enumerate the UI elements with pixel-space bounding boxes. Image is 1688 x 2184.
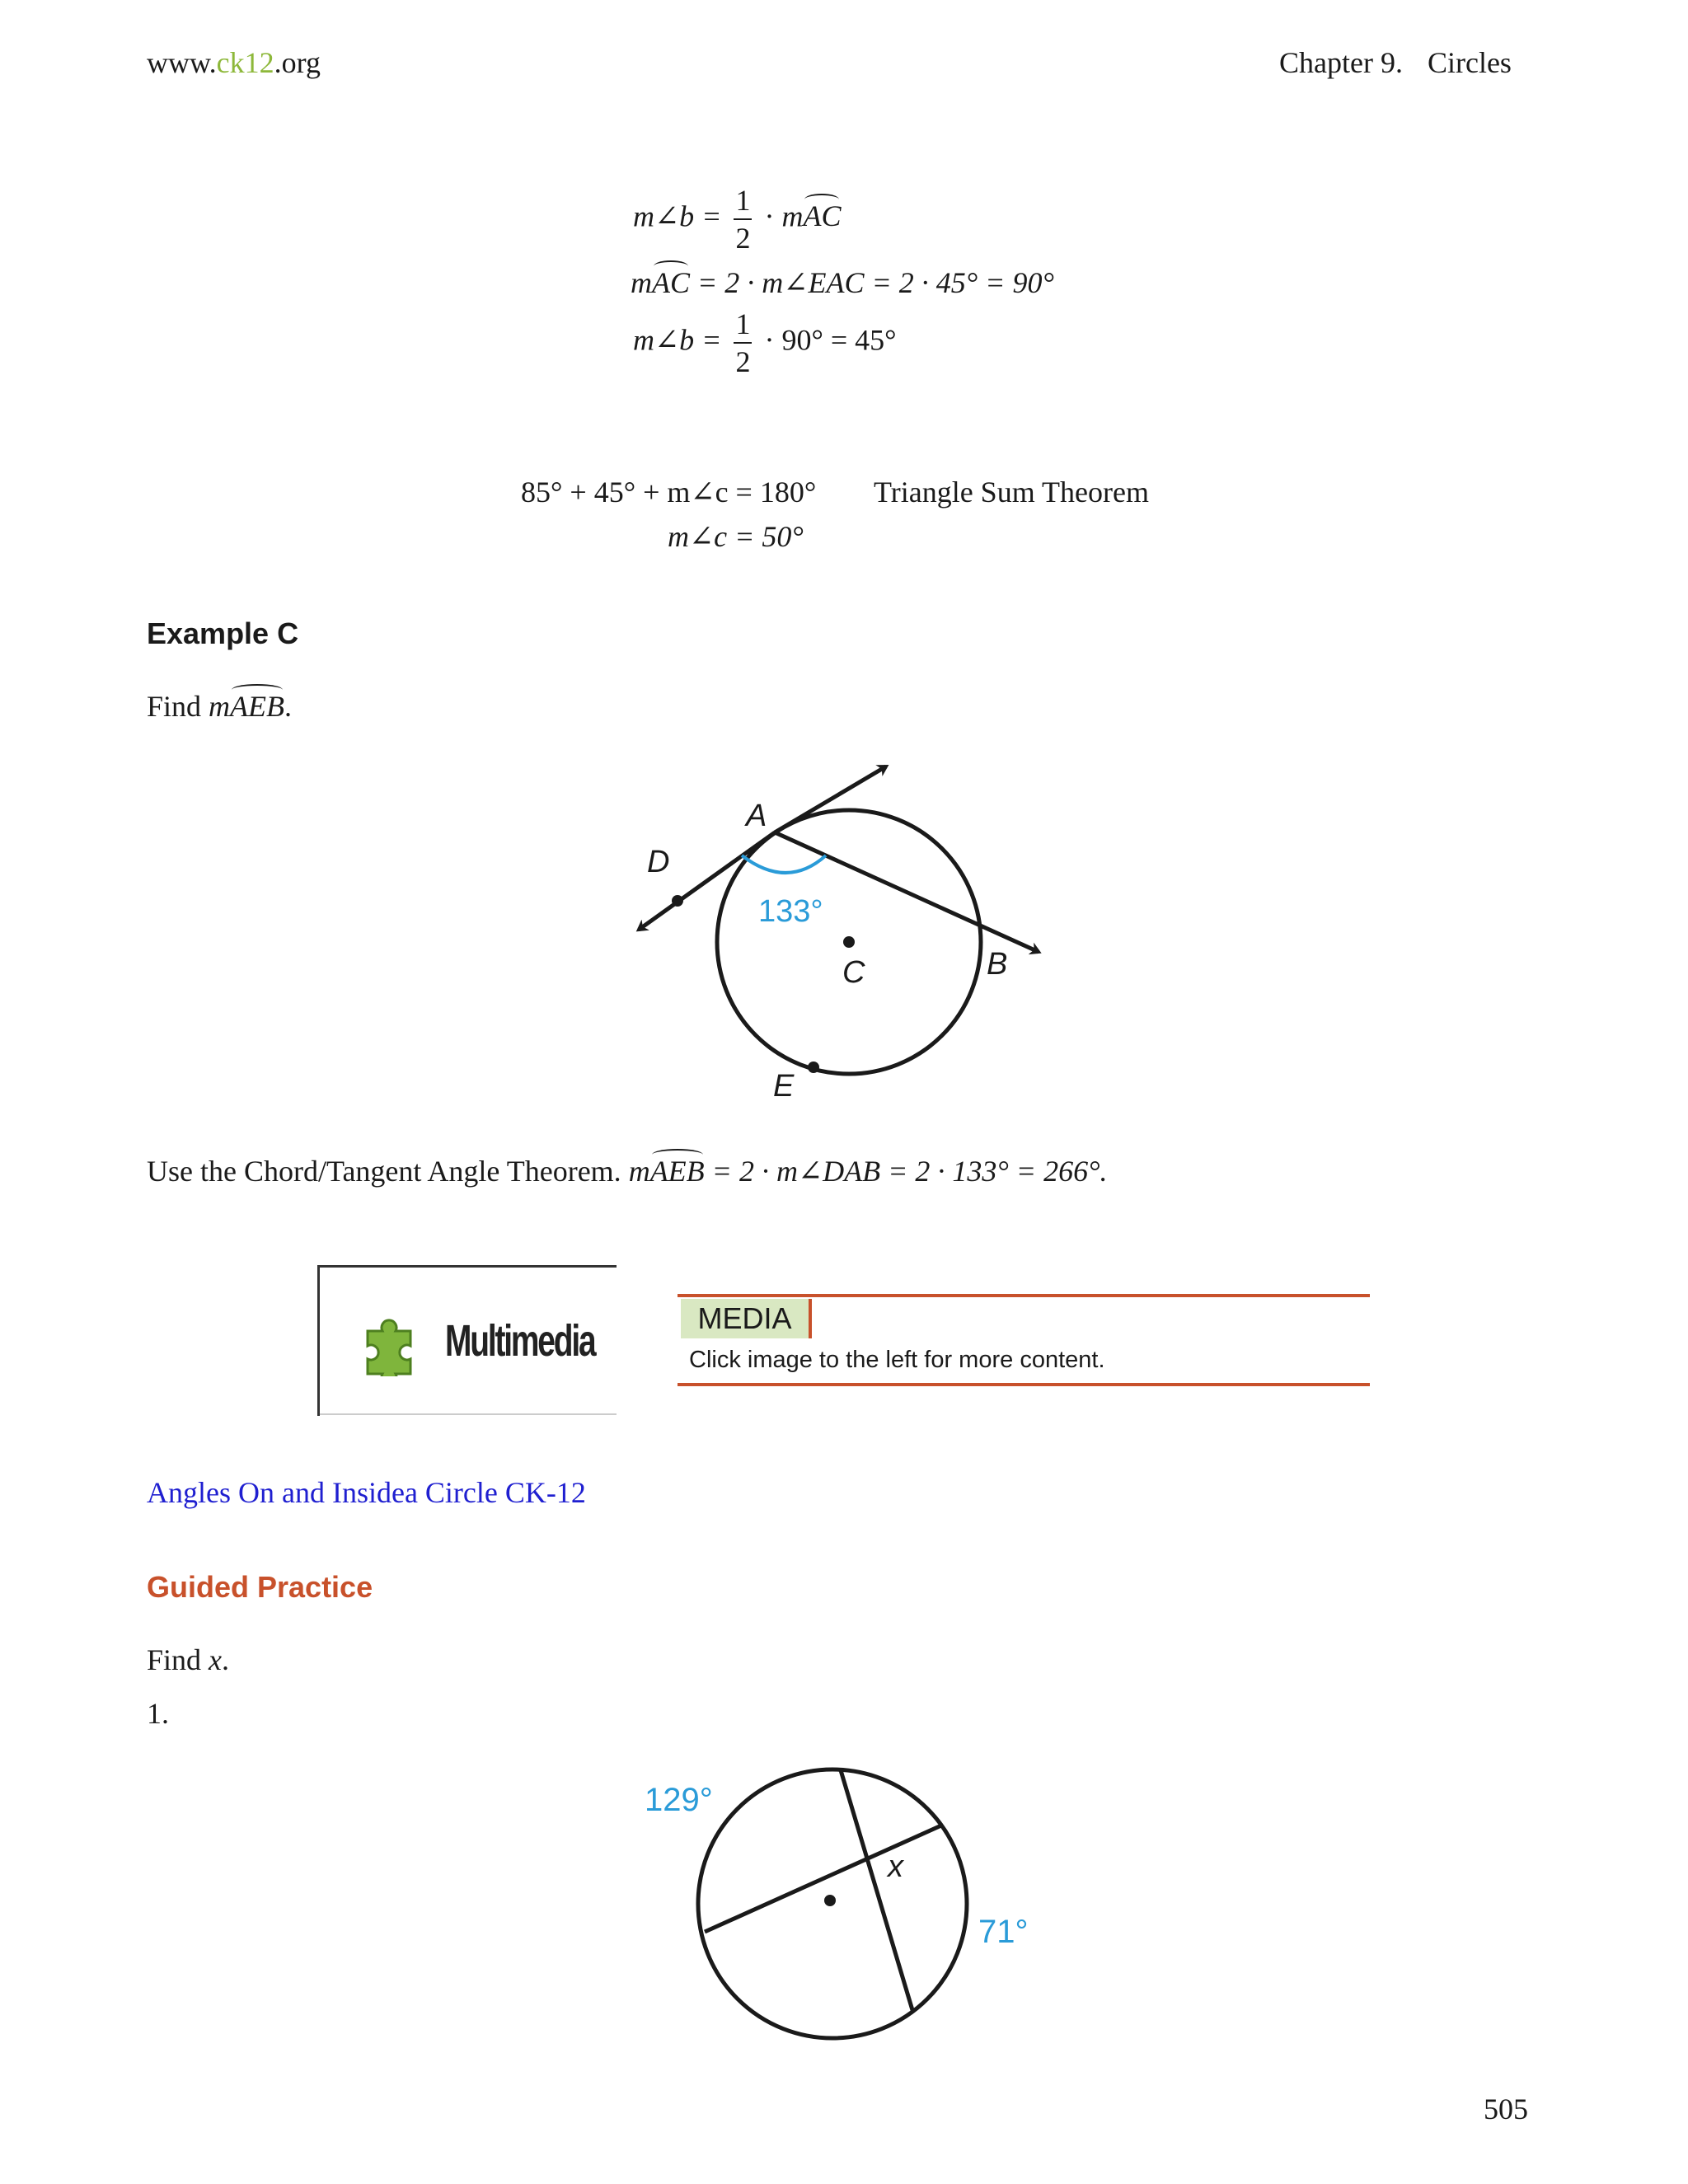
point-c — [843, 936, 855, 948]
arc-notation: AEB — [649, 1155, 705, 1188]
example-c-heading: Example C — [147, 616, 299, 650]
example-c-question: Find mAEB. — [147, 690, 293, 723]
angle-label: 133° — [758, 894, 823, 929]
media-bottom-bar — [678, 1383, 1370, 1386]
equation-2: mAC = 2 · m∠EAC = 2 · 45° = 90° — [631, 266, 1054, 299]
arc-label-71: 71° — [978, 1914, 1029, 1950]
chapter-header: Chapter 9. Circles — [1279, 46, 1512, 79]
video-link[interactable]: Angles On and Insidea Circle CK-12 — [147, 1476, 586, 1509]
arc-notation: AC — [652, 266, 691, 299]
chord-2 — [841, 1770, 912, 2010]
equation-5: m∠c = 50° — [668, 520, 804, 553]
arc-label-129: 129° — [645, 1782, 713, 1818]
label-d: D — [647, 845, 670, 879]
page-number: 505 — [1484, 2093, 1528, 2125]
figure-tangent-chord — [610, 750, 1071, 1113]
variable-x: x — [888, 1849, 903, 1884]
fraction: $\frac{1}{2}$ — [735, 184, 751, 255]
multimedia-thumbnail[interactable] — [317, 1265, 617, 1416]
secant-ray — [775, 832, 1039, 952]
media-tag: MEDIA — [681, 1299, 812, 1338]
center-point — [824, 1895, 836, 1906]
multimedia-label: Multimedia — [445, 1316, 595, 1366]
figure-intersecting-chords — [635, 1751, 1063, 2048]
site-url: www.ck12.org — [147, 46, 321, 79]
label-a: A — [746, 799, 767, 833]
point-e — [808, 1062, 819, 1073]
example-c-explanation: Use the Chord/Tangent Angle Theorem. mAEB = 2 · m∠DAB = 2 · 133° = 266°. — [147, 1155, 1108, 1188]
equation-4-reason: Triangle Sum Theorem — [874, 476, 1149, 509]
label-c: C — [842, 955, 865, 990]
guided-question: Find x. — [147, 1643, 230, 1676]
media-top-bar — [678, 1294, 1370, 1297]
label-b: B — [987, 947, 1008, 982]
fraction: $\frac{1}{2}$ — [735, 307, 751, 378]
chord-1 — [705, 1825, 941, 1932]
puzzle-icon — [359, 1310, 425, 1376]
item-number: 1. — [147, 1697, 169, 1730]
equation-3: m∠b = $\frac{1}{2}$ · 90° = 45° — [633, 307, 897, 378]
angle-arc — [742, 855, 826, 873]
guided-practice-heading: Guided Practice — [147, 1570, 373, 1604]
arc-notation: AEB — [230, 690, 285, 723]
point-d — [672, 895, 683, 907]
label-e: E — [773, 1069, 795, 1104]
media-caption: Click image to the left for more content. — [689, 1347, 1105, 1373]
equation-1: m∠b = $\frac{1}{2}$ · mAC — [633, 184, 842, 255]
equation-4: 85° + 45° + m∠c = 180° — [521, 476, 817, 509]
arc-notation: AC — [803, 199, 842, 233]
tangent-ray-up — [775, 766, 886, 832]
